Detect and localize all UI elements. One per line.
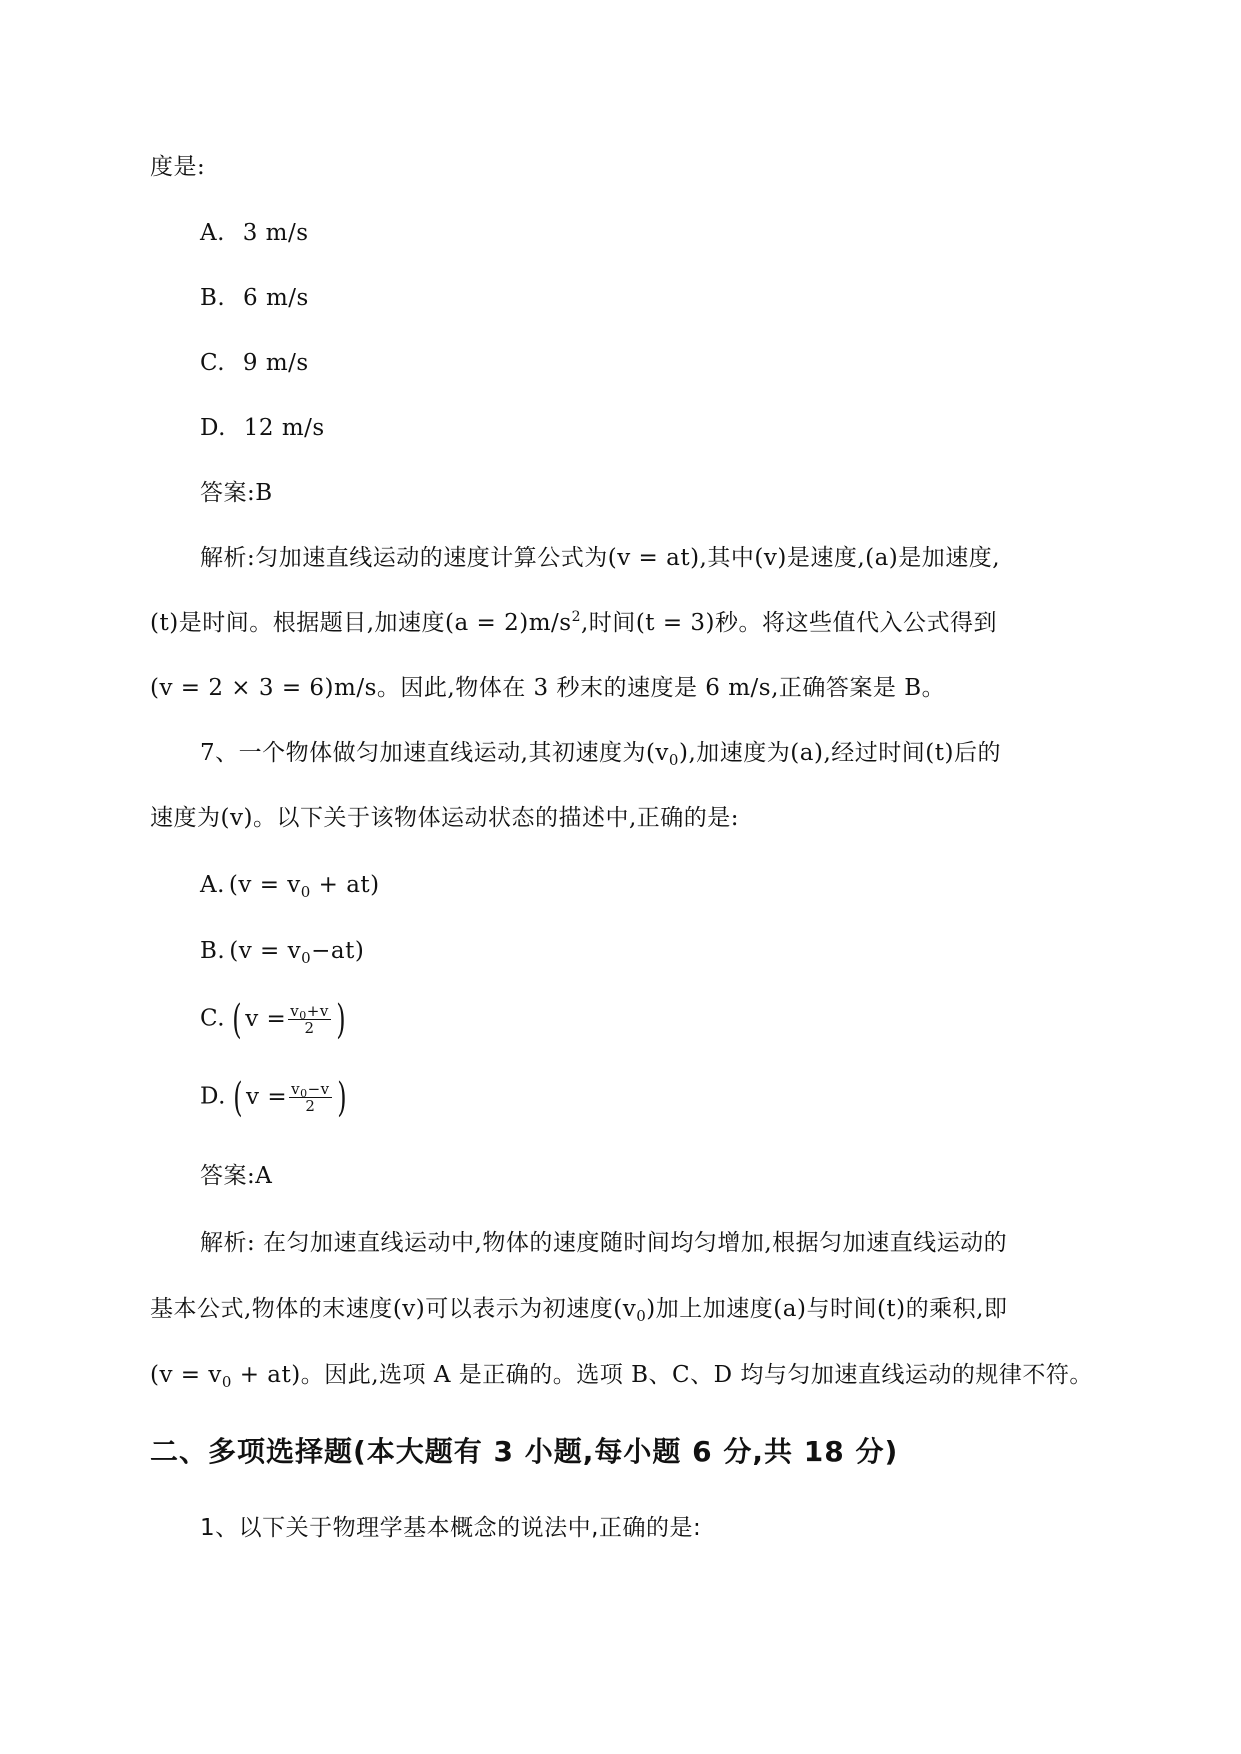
formula: ( v = $\frac{v_0-v}{2}$ ) [233, 1074, 347, 1121]
option-label: B. [200, 285, 226, 311]
option-value: 12 m/s [243, 415, 325, 441]
q7-answer: 答案:A [200, 1163, 273, 1189]
option-label: C. [200, 350, 226, 376]
q6-option-d [200, 413, 325, 443]
text: ,时间 [581, 610, 636, 636]
unit: m/s [528, 610, 572, 636]
text: ,其中 [699, 545, 755, 571]
option-label: D. [200, 415, 226, 441]
formula: (v) [220, 805, 253, 831]
option-label: A. [200, 220, 225, 246]
formula: (t) [876, 1296, 906, 1322]
text: 是速度, [786, 545, 866, 571]
formula: (v) [392, 1296, 426, 1322]
q6-option-b [200, 283, 309, 313]
formula: (t) [150, 610, 179, 636]
formula: (v) [754, 545, 787, 571]
text: 7、一个物体做匀加速直线运动,其初速度为 [200, 740, 646, 766]
text: 速度为 [150, 805, 221, 831]
formula: (a) [773, 1296, 807, 1322]
option-label: C. [200, 1005, 226, 1032]
superscript: 2 [571, 609, 581, 625]
formula: $(v = v_0 + at)$ [150, 1362, 301, 1391]
q6-analysis-line-3 [150, 673, 945, 703]
q6-analysis-line-1 [200, 543, 1000, 573]
q6-option-a [200, 218, 309, 248]
option-label: B. [200, 938, 226, 964]
formula: (t = 3) [635, 610, 716, 636]
option-value: 6 m/s [243, 285, 309, 311]
text: ,经过时间 [823, 740, 926, 766]
option-value: 9 m/s [242, 350, 309, 376]
q7-analysis-line-3 [150, 1360, 1093, 1390]
q7-stem-line-1 [200, 738, 1001, 768]
text: 。因此,选项 A 是正确的。选项 B、C、D 均与匀加速直线运动的规律不符。 [300, 1362, 1093, 1388]
formula: (a = 2) [445, 610, 529, 636]
paragraph-continuation: 度是: [150, 154, 206, 180]
q7-stem-line-2 [150, 803, 739, 833]
section-heading: 二、多项选择题(本大题有 3 小题,每小题 6 分,共 18 分) [150, 1435, 899, 1468]
formula: (t) [925, 740, 954, 766]
formula: (a) [790, 740, 824, 766]
formula: $(v = v_0-at)$ [229, 938, 365, 967]
text: 是时间。根据题目,加速度 [178, 610, 446, 636]
q7-option-c [200, 996, 349, 1043]
section2-question-1: 1、以下关于物理学基本概念的说法中,正确的是: [200, 1515, 702, 1541]
formula: $(v_0)$ [645, 740, 689, 769]
q7-option-a [200, 870, 380, 900]
q7-analysis-line-2 [150, 1294, 1007, 1324]
formula: $(v_0)$ [613, 1296, 656, 1325]
text: 后的 [953, 740, 1001, 766]
q6-analysis-line-2 [150, 608, 997, 638]
option-label: A. [200, 872, 225, 898]
q6-answer: 答案:B [200, 480, 273, 506]
formula: (a) [865, 545, 899, 571]
option-label: D. [200, 1083, 226, 1110]
text: 基本公式,物体的末速度 [150, 1296, 393, 1322]
q7-analysis-line-1: 解析: 在匀加速直线运动中,物体的速度随时间均匀增加,根据匀加速直线运动的 [200, 1230, 1008, 1256]
text: 加上加速度 [655, 1296, 774, 1322]
q7-option-b [200, 936, 364, 966]
text: 与时间 [806, 1296, 877, 1322]
text: 的乘积,即 [905, 1296, 1008, 1322]
formula: $(v = v_0 + at)$ [228, 872, 380, 901]
text: 是加速度, [898, 545, 1001, 571]
text: 可以表示为初速度 [425, 1296, 614, 1322]
text: 。以下关于该物体运动状态的描述中,正确的是: [252, 805, 740, 831]
text: ,加速度为 [688, 740, 791, 766]
option-value: 3 m/s [242, 220, 309, 246]
text: 秒。将这些值代入公式得到 [715, 610, 998, 636]
q7-option-d [200, 1074, 350, 1121]
formula: (v = 2 × 3 = 6) [150, 675, 335, 701]
text: 解析:匀加速直线运动的速度计算公式为 [200, 545, 608, 571]
text: m/s。因此,物体在 3 秒末的速度是 6 m/s,正确答案是 B。 [334, 675, 946, 701]
q6-option-c [200, 348, 309, 378]
formula: (v = at) [607, 545, 700, 571]
formula: ( v = $\frac{v_0+v}{2}$ ) [232, 996, 346, 1043]
